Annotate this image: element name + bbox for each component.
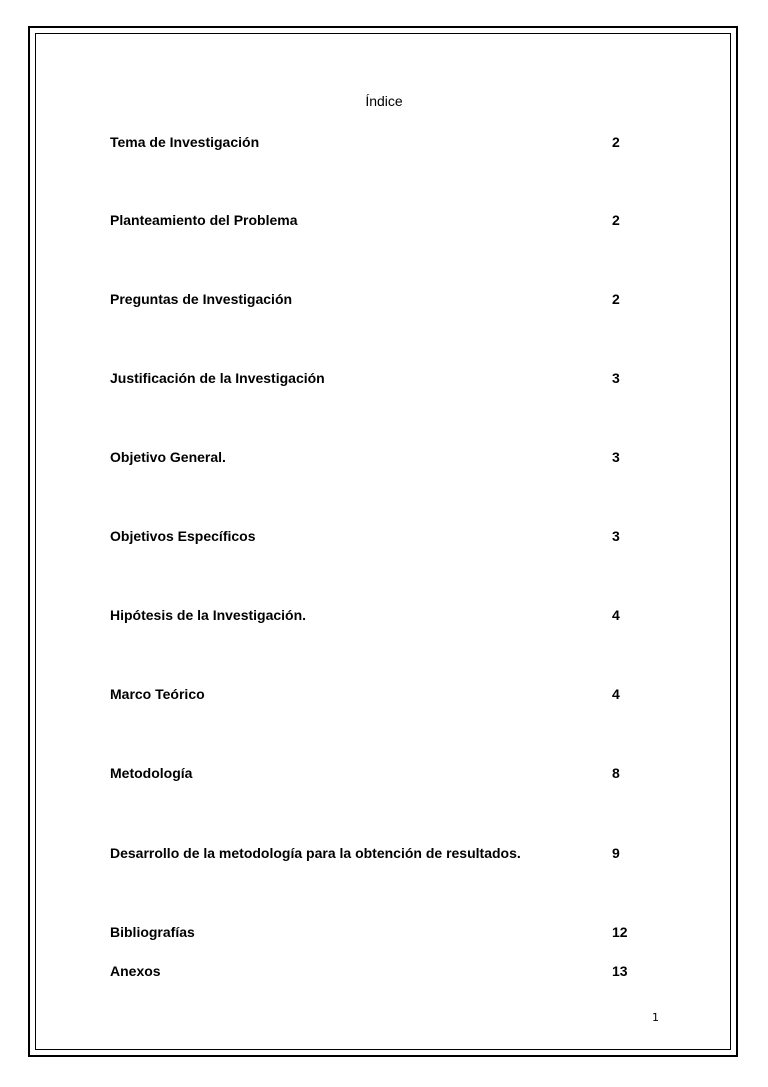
toc-entry-page: 4 <box>612 686 620 702</box>
toc-entry[interactable] <box>110 134 650 154</box>
toc-entry-page: 2 <box>612 291 620 307</box>
toc-entry-label: Tema de Investigación <box>110 134 260 150</box>
toc-entry-label: Metodología <box>110 765 193 781</box>
toc-entry-label: Objetivo General. <box>110 449 226 465</box>
toc-entry[interactable] <box>110 291 650 311</box>
toc-entry-page: 12 <box>612 924 628 940</box>
toc-entry-label: Desarrollo de la metodología para la obtención de resultados. <box>110 845 521 861</box>
page-number: 1 <box>652 1011 659 1024</box>
toc-entry-page: 2 <box>612 212 620 228</box>
toc-entry[interactable] <box>110 963 650 983</box>
toc-entry-page: 3 <box>612 449 620 465</box>
toc-entry[interactable] <box>110 449 650 469</box>
toc-entry-label: Preguntas de Investigación <box>110 291 293 307</box>
toc-entry-page: 3 <box>612 370 620 386</box>
toc-entry-page: 3 <box>612 528 620 544</box>
toc-entry-label: Planteamiento del Problema <box>110 212 298 228</box>
toc-entry-label: Anexos <box>110 963 161 979</box>
toc-entry[interactable] <box>110 607 650 627</box>
toc-entry[interactable] <box>110 765 650 785</box>
toc-entry-label: Objetivos Específicos <box>110 528 256 544</box>
toc-entry-label: Marco Teórico <box>110 686 205 702</box>
index-title <box>0 93 768 109</box>
toc-entry[interactable] <box>110 212 650 232</box>
toc-entry-page: 8 <box>612 765 620 781</box>
toc-entry[interactable] <box>110 845 650 865</box>
toc-entry[interactable] <box>110 370 650 390</box>
toc-entry-page: 4 <box>612 607 620 623</box>
index-title-text: Índice <box>365 93 403 109</box>
toc-entry[interactable] <box>110 924 650 944</box>
toc-entry-label: Justificación de la Investigación <box>110 370 325 386</box>
toc-entry-page: 2 <box>612 134 620 150</box>
toc-entry-page: 13 <box>612 963 628 979</box>
toc-entry-label: Hipótesis de la Investigación. <box>110 607 307 623</box>
toc-entry[interactable] <box>110 528 650 548</box>
toc-entry-label: Bibliografías <box>110 924 195 940</box>
toc-entry-page: 9 <box>612 845 620 861</box>
toc-entry[interactable] <box>110 686 650 706</box>
